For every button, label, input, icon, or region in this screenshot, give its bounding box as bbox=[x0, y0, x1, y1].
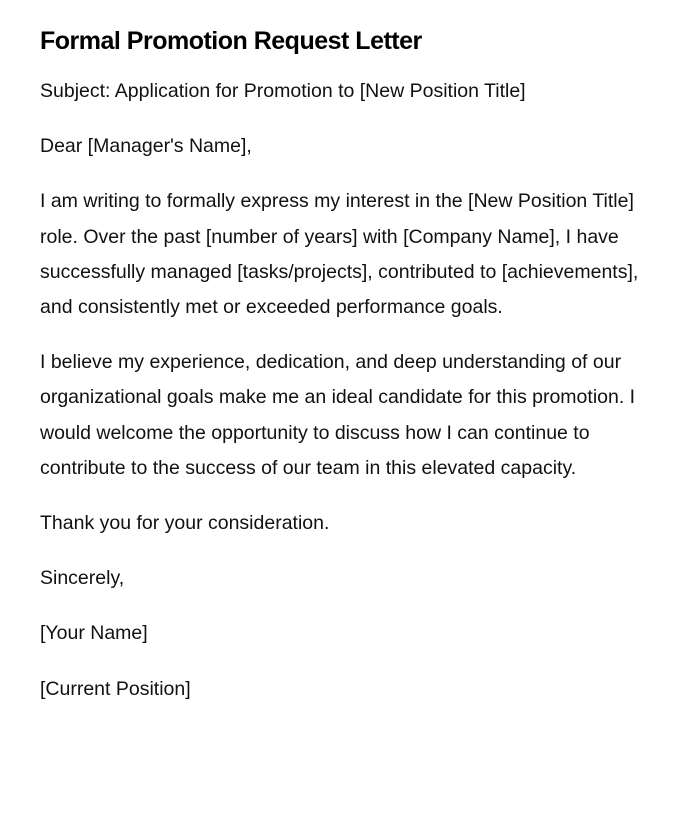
letter-subject: Subject: Application for Promotion to [New Position Title] bbox=[40, 80, 526, 102]
letter-closing: Sincerely, bbox=[40, 567, 125, 590]
letter-thanks: Thank you for your consideration. bbox=[40, 512, 330, 535]
signer-name: [Your Name] bbox=[40, 622, 148, 645]
signer-position: [Current Position] bbox=[40, 677, 191, 700]
letter-title: Formal Promotion Request Letter bbox=[40, 27, 422, 55]
letter-body-paragraph-1: I am writing to formally express my interest in the [New Position Title] role. Over the past [number of years] with [Company Name], I have successfully managed [tasks/projects], contributed to [achievements], and consistently met or exceeded performance goals. bbox=[40, 190, 639, 319]
letter-body-paragraph-2: I believe my experience, dedication, and deep understanding of our organizational goals make me an ideal candidate for this promotion. I would welcome the opportunity to discuss how I can continue to contribute to the success of our team in this elevated capacity. bbox=[40, 351, 636, 479]
letter-salutation: Dear [Manager's Name], bbox=[40, 135, 252, 158]
